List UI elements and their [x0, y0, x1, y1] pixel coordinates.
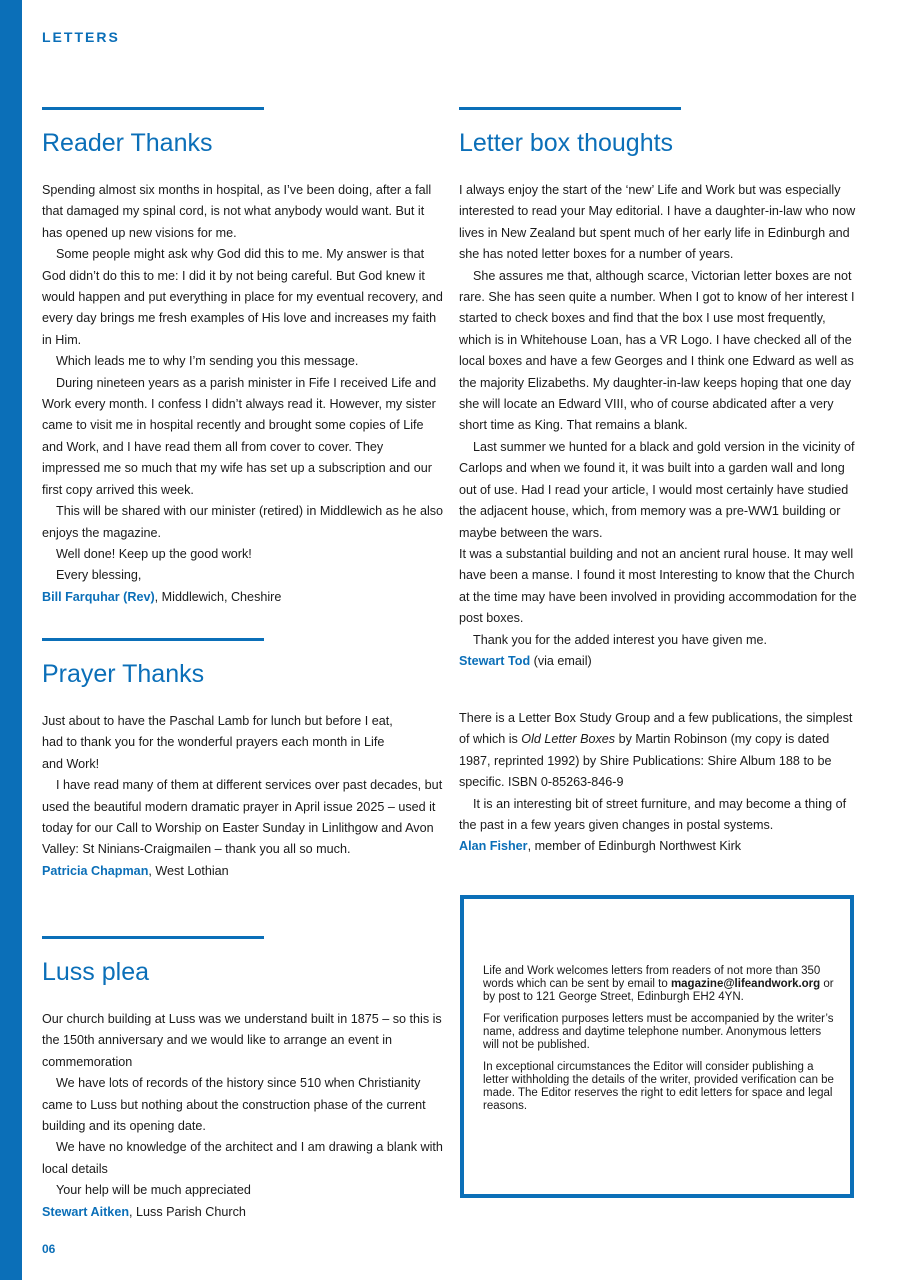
heading-rule: [42, 638, 264, 641]
heading-luss-plea: Luss plea: [42, 958, 150, 986]
paragraph: Well done! Keep up the good work!: [56, 546, 252, 561]
letter-study-group: [459, 708, 861, 858]
heading-rule: [42, 936, 264, 939]
side-accent-bar: [0, 0, 22, 1280]
heading-reader-thanks: Reader Thanks: [42, 129, 213, 157]
author-name: Alan Fisher: [459, 839, 528, 854]
email-address[interactable]: magazine@lifeandwork.org: [670, 978, 821, 990]
paragraph: Every blessing,: [56, 568, 142, 583]
heading-letter-box-thoughts: Letter box thoughts: [459, 129, 674, 157]
paragraph: I always enjoy the start of the ‘new’ Life and Work but was especially interested to read your May editorial. I have a daughter-in-law who now lives in New Zealand but spent much of her early life in Edinburgh and she has noted letter boxes for a number of years.: [459, 183, 856, 262]
paragraph: Spending almost six months in hospital, as I’ve been doing, after a fall that damaged my spinal cord, is not what anybody would want. But it has opened up new visions for me.: [42, 183, 432, 240]
heading-rule: [42, 107, 264, 110]
author-location: , Luss Parish Church: [129, 1204, 246, 1219]
letter-body: [42, 1009, 444, 1223]
notice-paragraph: For verification purposes letters must be accompanied by the writer’s name, address and daytime telephone number. Anonymous letters will not be published.: [483, 1013, 834, 1051]
author-name: Stewart Aitken: [42, 1204, 130, 1219]
section-label: LETTERS: [42, 29, 120, 45]
notice-paragraph: [483, 965, 836, 1004]
signature: [42, 861, 444, 882]
submission-notice-box: [460, 895, 854, 1198]
letter-prayer-thanks: [42, 638, 444, 882]
paragraph: Thank you for the added interest you have given me.: [473, 632, 768, 647]
author-location: , West Lothian: [148, 863, 229, 878]
text-run: by Martin Robinson (my copy is dated 1987, reprinted 1992) by Shire Publications: Shire Album 188 to be specific. ISBN 0-85263-846-9: [459, 732, 832, 790]
signature: [459, 836, 861, 857]
text-run: There is a Letter Box Study Group and a few publications, the simplest of which is: [459, 711, 853, 747]
paragraph: Last summer we hunted for a black and gold version in the vicinity of Carlops and when we found it, it was built into a garden wall and long out of use. Had I read your article, I would most certainly have studied the adjacent house, which, from memory was a pre-WW1 building or maybe between the wars.: [459, 439, 855, 540]
paragraph: Your help will be much appreciated: [56, 1183, 251, 1198]
heading-prayer-thanks: Prayer Thanks: [42, 660, 205, 688]
paragraph: Our church building at Luss was we understand built in 1875 – so this is the 150th anniversary and we would like to arrange an event in commemoration: [42, 1012, 442, 1069]
letter-body: [42, 180, 444, 608]
letter-body: [459, 180, 861, 672]
paragraph: Some people might ask why God did this to me. My answer is that God didn’t do this to me: I did it by not being careful. But God knew it would happen and put everything in place for my eventual recovery, and every day brings me fresh examples of His love and increases my faith in Him.: [42, 247, 443, 347]
paragraph: It is an interesting bit of street furniture, and may become a thing of the past in a few years given changes in postal systems.: [459, 796, 847, 833]
page-number: 06: [42, 1242, 56, 1256]
book-title: Old Letter Boxes: [521, 732, 616, 747]
paragraph: We have lots of records of the history since 510 when Christianity came to Luss but nothing about the construction phase of the current building and its opening date.: [42, 1076, 426, 1134]
text-run: or by post to 121 George Street, Edinburgh EH2 4YN.: [483, 978, 834, 1003]
paragraph: During nineteen years as a parish minister in Fife I received Life and Work every month. I confess I didn’t always read it. However, my sister came to visit me in hospital recently and brought some copies of Life and Work, and I have read them all from cover to cover. They impressed me so much that my wife has set up a subscription and our first copy arrived this week.: [42, 375, 437, 497]
paragraph: She assures me that, although scarce, Victorian letter boxes are not rare. She has seen quite a number. When I got to know of her interest I started to check boxes and find that the box I use most frequently, which is in Whitehouse Loan, has a VR Logo. I have checked all of the local boxes and have a few Georges and I think one Edward as well as the majority Elizabeths. My daughter-in-law keeps hoping that one day she will locate an Edward VIII, who of course abdicated after a very short time as King. That remains a blank.: [459, 268, 855, 433]
paragraph: We have no knowledge of the architect and I am drawing a blank with local details: [42, 1140, 443, 1176]
author-location: , member of Edinburgh Northwest Kirk: [527, 839, 742, 854]
author-name: Bill Farquhar (Rev): [42, 589, 155, 604]
paragraph: Just about to have the Paschal Lamb for lunch but before I eat, had to thank you for the wonderful prayers each month in Life and Work!: [42, 714, 393, 771]
letter-letter-box-thoughts: [459, 107, 861, 672]
signature: [42, 587, 444, 608]
paragraph: Which leads me to why I’m sending you this message.: [56, 354, 359, 369]
letter-body: [42, 711, 444, 882]
paragraph: This will be shared with our minister (retired) in Middlewich as he also enjoys the magazine.: [42, 504, 444, 540]
text-run: Life and Work welcomes letters from readers of not more than 350 words which can be sent by email to: [483, 965, 821, 990]
letter-reader-thanks: [42, 107, 444, 608]
author-name: Patricia Chapman: [42, 863, 149, 878]
paragraph: I have read many of them at different services over past decades, but used the beautiful modern dramatic prayer in April issue 2025 – used it today for our Call to Worship on Easter Sunday in Linlithgow and Avon Valley: St Ninians-Craigmailen – thank you all so much.: [42, 778, 443, 857]
paragraph: [459, 708, 861, 794]
signature: [42, 1202, 444, 1223]
letter-luss-plea: [42, 936, 444, 1223]
signature: [459, 651, 861, 672]
author-location: , Middlewich, Cheshire: [154, 589, 282, 604]
paragraph: It was a substantial building and not an ancient rural house. It may well have been a manse. I found it most Interesting to know that the Church at the time may have been involved in providing accommodation for the post boxes.: [459, 546, 857, 626]
notice-paragraph: In exceptional circumstances the Editor will consider publishing a letter withholding the details of the writer, provided verification can be made. The Editor reserves the right to edit letters for space and legal reasons.: [483, 1061, 834, 1112]
author-location: (via email): [530, 653, 592, 668]
heading-rule: [459, 107, 681, 110]
author-name: Stewart Tod: [459, 653, 531, 668]
